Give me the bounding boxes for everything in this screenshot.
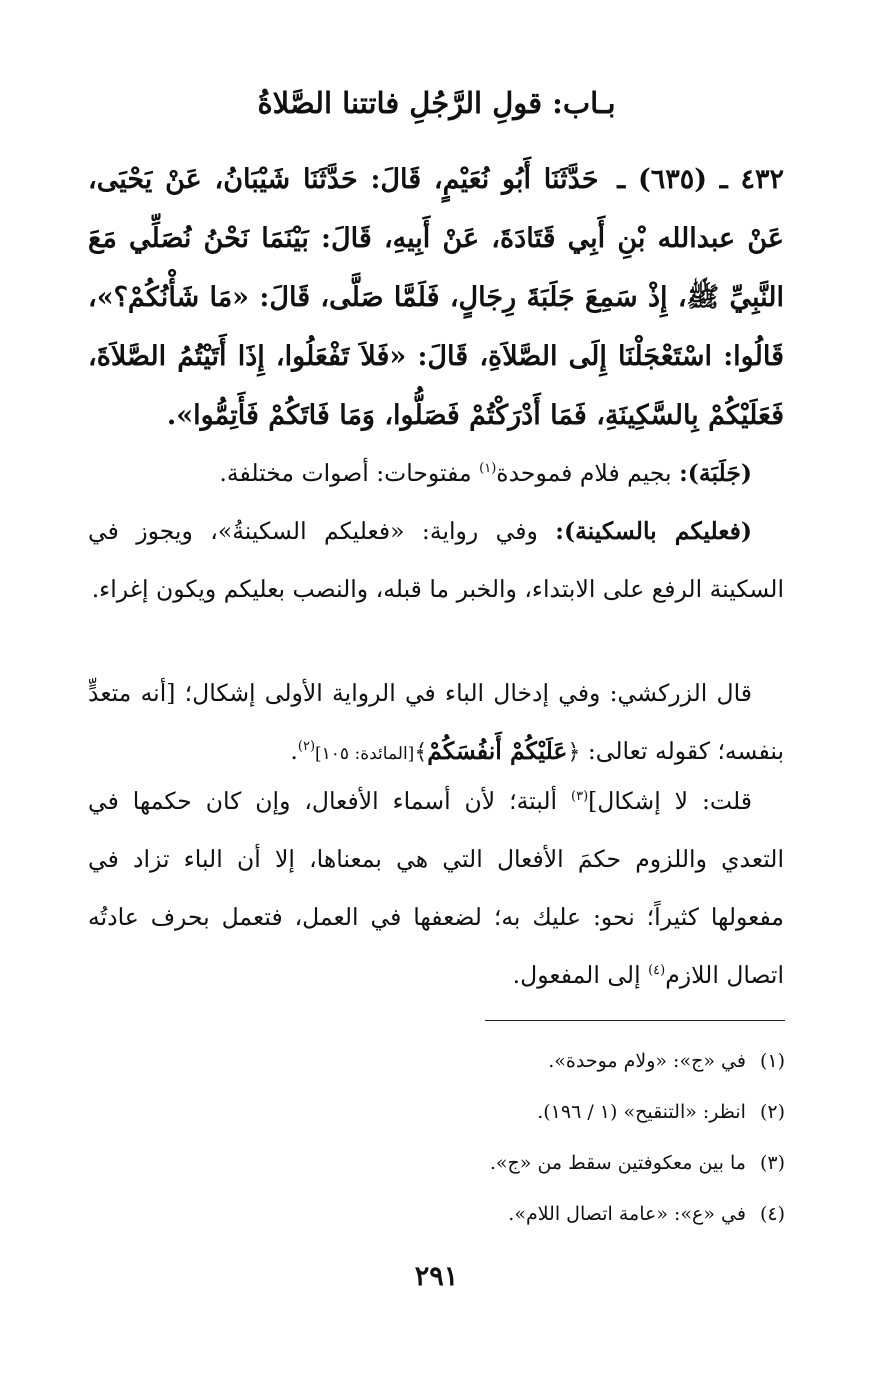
commentary-text: . [290, 737, 298, 765]
commentary-text: مفتوحات: أصوات مختلفة. [219, 459, 472, 487]
hadith-text [88, 150, 784, 445]
footnotes-list [89, 1036, 785, 1240]
footnote-item [89, 1036, 785, 1087]
chapter-heading: قولِ الرَّجُلِ فاتتنا الصَّلاةُ [257, 86, 543, 120]
chapter-title [0, 78, 873, 128]
commentary-text: ألبتة؛ لأن أسماء الأفعال، وإن كان حكمها في التعدي واللزوم حكمَ الأفعال التي هي بمعناها، إلا أن الباء تزاد في مفعولها كثيراً؛ نحو: عليك به؛ لضعفها في العمل، فتعمل بحرف عادتُه اتصال اللازم [88, 787, 784, 989]
commentary-text: إلى المفعول. [512, 961, 641, 989]
footnote-reference: (٤) [648, 963, 666, 979]
hadith-number: ٤٣٢ ـ (٦٣٥) ـ [617, 164, 784, 195]
footnote-number: (١) [759, 1050, 785, 1072]
commentary-paragraph-2 [88, 502, 784, 618]
quran-reference: [المائدة: ١٠٥] [315, 744, 415, 764]
lemma: (فعليكم بالسكينة): [555, 517, 752, 545]
footnote-reference: (١) [479, 461, 497, 477]
commentary-paragraph-4 [88, 772, 784, 1004]
footnote-item [89, 1087, 785, 1138]
footnote-number: (٤) [759, 1203, 785, 1225]
chapter-label: بـاب: [552, 86, 616, 120]
footnote-text: في «ج»: «ولام موحدة». [548, 1050, 746, 1072]
footnote-text: في «ع»: «عامة اتصال اللام». [508, 1203, 746, 1225]
footnote-reference: (٢) [297, 739, 316, 755]
footnote-text: ما بين معكوفتين سقط من «ج». [489, 1152, 746, 1174]
page-number: ٢٩١ [414, 1261, 459, 1292]
lemma: (جَلَبَة): [679, 459, 752, 487]
footnote-number: (٣) [759, 1152, 785, 1174]
commentary-text: وفي رواية: «فعليكم السكينةُ»، ويجوز في السكينة الرفع على الابتداء، والخبر ما قبله، والنصب بعليكم ويكون إغراء. [88, 517, 784, 603]
hadith-body: حَدَّثَنَا أَبُو نُعَيْمٍ، قَالَ: حَدَّثَنَا شَيْبَانُ، عَنْ يَحْيَى، عَنْ عبدالله بْنِ أَبِي قَتَادَةَ، عَنْ أَبِيهِ، قَالَ: بَيْنَمَا نَحْنُ نُصَلِّي مَعَ النَّبِيِّ ﷺ، إِذْ سَمِعَ جَلَبَةَ رِجَالٍ، فَلَمَّا صَلَّى، قَالَ: «مَا شَأْنُكُمْ؟»، قَالُوا: اسْتَعْجَلْنَا إِلَى الصَّلاَةِ، قَالَ: «فَلاَ تَفْعَلُوا، إِذَا أَتَيْتُمُ الصَّلاَةَ، فَعَلَيْكُمْ بِالسَّكِينَةِ، فَمَا أَدْرَكْتُمْ فَصَلُّوا، وَمَا فَاتَكُمْ فَأَتِمُّوا». [88, 164, 784, 431]
quran-verse: عَلَيْكُمْ أَنفُسَكُمْ [427, 737, 568, 765]
footnote-number: (٢) [759, 1101, 785, 1123]
commentary-paragraph-1 [88, 444, 784, 502]
commentary-text: قال الزركشي: وفي إدخال الباء في الرواية الأولى إشكال؛ [أنه متعدٍّ بنفسه؛ كقوله تعالى: [88, 679, 784, 765]
quran-bracket-open: ﴿ [567, 740, 581, 765]
quran-bracket-close: ﴾ [414, 740, 428, 765]
commentary-paragraph-3 [88, 664, 784, 783]
footnote-text: انظر: «التنقيح» (١ / ١٩٦). [537, 1101, 746, 1123]
commentary-text: بجيم فلام فموحدة [496, 459, 672, 487]
footnote-item [89, 1138, 785, 1189]
footnote-item [89, 1189, 785, 1240]
footnote-divider [485, 1020, 785, 1021]
footnote-reference: (٣) [571, 789, 589, 805]
commentary-text: قلت: لا إشكال] [588, 787, 752, 815]
